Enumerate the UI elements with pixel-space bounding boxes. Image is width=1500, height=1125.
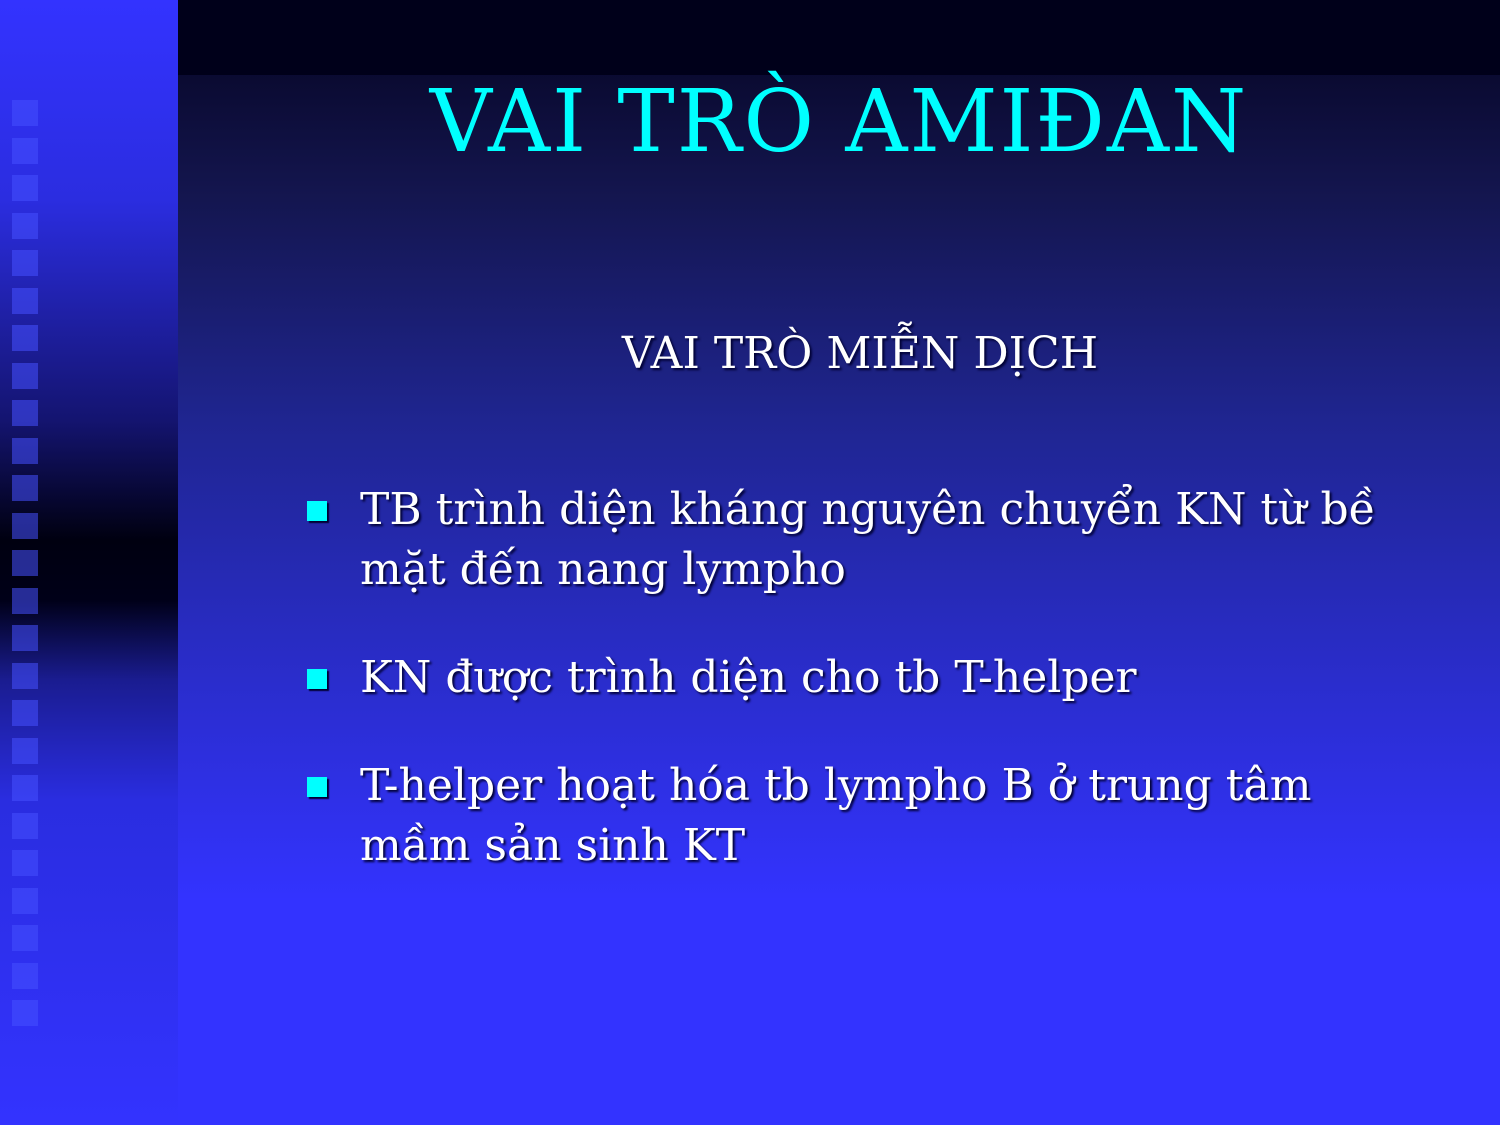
- square-bullet-icon: [307, 669, 327, 689]
- decorative-square: [12, 775, 38, 801]
- decorative-square: [12, 588, 38, 614]
- square-bullet-icon: [307, 777, 327, 797]
- top-decorative-band: [178, 0, 1500, 75]
- decorative-square: [12, 925, 38, 951]
- decorative-square: [12, 888, 38, 914]
- decorative-square: [12, 250, 38, 276]
- decorative-square: [12, 963, 38, 989]
- bullet-text: TB trình diện kháng nguyên chuyển KN từ bề mặt đến nang lympho: [360, 484, 1376, 595]
- decorative-square: [12, 213, 38, 239]
- decorative-square: [12, 438, 38, 464]
- decorative-squares: [12, 100, 40, 1040]
- decorative-square: [12, 288, 38, 314]
- decorative-square: [12, 175, 38, 201]
- bullet-item: [300, 480, 1420, 600]
- slide-title: VAI TRÒ AMIĐAN: [429, 72, 1249, 172]
- decorative-square: [12, 813, 38, 839]
- bullet-text: KN được trình diện cho tb T-helper: [360, 652, 1137, 703]
- decorative-square: [12, 475, 38, 501]
- decorative-square: [12, 138, 38, 164]
- bullet-text: T-helper hoạt hóa tb lympho B ở trung tâm mầm sản sinh KT: [360, 760, 1312, 871]
- decorative-square: [12, 1000, 38, 1026]
- slide-subtitle: VAI TRÒ MIỄN DỊCH: [621, 328, 1099, 379]
- bullet-list: [300, 480, 1420, 924]
- decorative-square: [12, 663, 38, 689]
- bullet-item: [300, 756, 1420, 876]
- decorative-square: [12, 700, 38, 726]
- decorative-square: [12, 850, 38, 876]
- decorative-square: [12, 325, 38, 351]
- decorative-square: [12, 400, 38, 426]
- square-bullet-icon: [307, 501, 327, 521]
- left-decorative-band: [0, 0, 178, 1125]
- decorative-square: [12, 550, 38, 576]
- decorative-square: [12, 513, 38, 539]
- bullet-item: [300, 648, 1420, 708]
- decorative-square: [12, 363, 38, 389]
- decorative-square: [12, 100, 38, 126]
- decorative-square: [12, 625, 38, 651]
- decorative-square: [12, 738, 38, 764]
